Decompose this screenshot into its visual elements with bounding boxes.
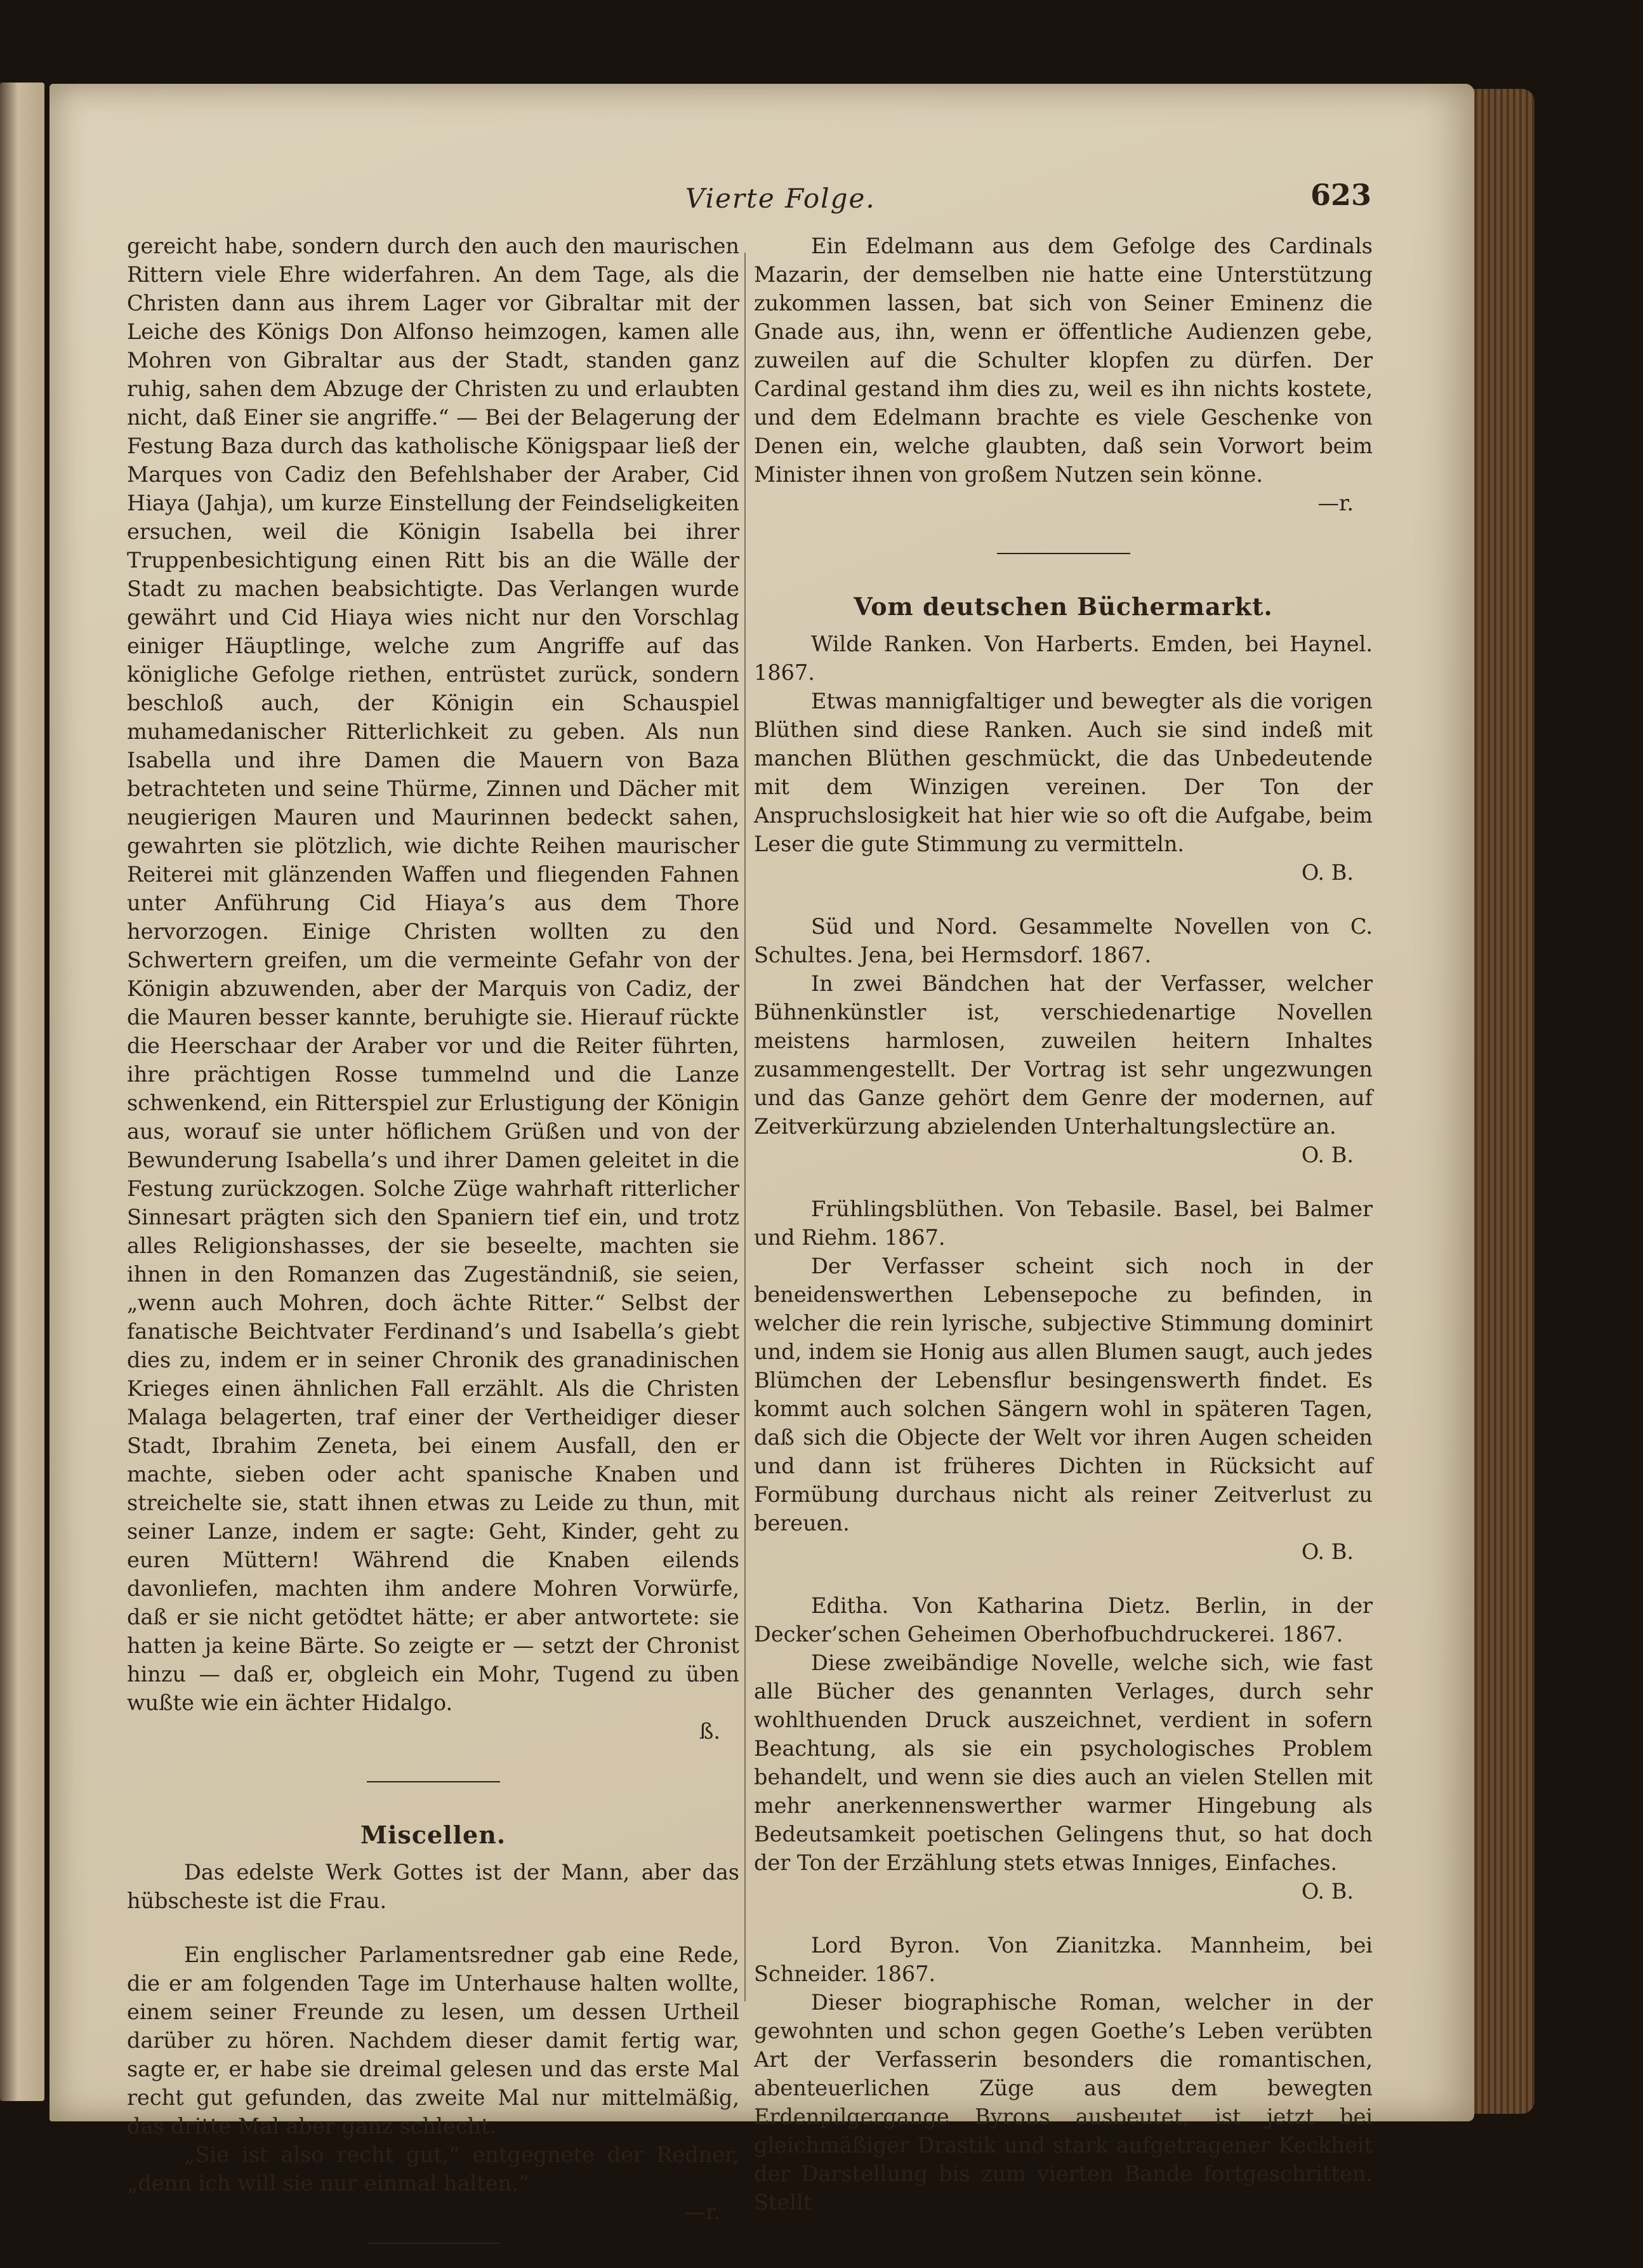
miscellen-item-3: „Sie ist also recht gut,“ entgegnete der Redner, „denn ich will sie nur einmal halten.“: [127, 2142, 739, 2196]
review-3: [754, 1195, 1373, 1566]
miscellen-item-2: Ein englischer Parlamentsredner gab eine Rede, die er am folgenden Tage im Unterhause halten wollte, einem seiner Freunde zu lesen, um dessen Urtheil darüber zu hören. Nachdem dieser damit fertig war, sagte er, er habe sie dreimal gelesen und das erste Mal recht gut gefunden, das zweite Mal nur mittelmäßig, das dritte Mal aber ganz schlecht.: [127, 1942, 739, 2139]
right-column: [754, 232, 1373, 2242]
review-3-body: Der Verfasser scheint sich noch in der beneidenswerthen Lebensepoche zu befinden, in welcher die rein lyrische, subjective Stimmung dominirt und, indem sie Honig aus allen Blumen saugt, auch jedes Blümchen der Lebensflur besingenswerth findet. Es kommt auch solchen Sängern wohl in späteren Tagen, daß sich die Objecte der Welt vor ihren Augen scheiden und dann ist früheres Dichten in Rücksicht auf Formübung durchaus nicht als reiner Zeitverlust zu bereuen.: [754, 1254, 1373, 1535]
review-1-signature: O. B.: [1301, 860, 1354, 885]
book-page-stack: [1471, 89, 1534, 2114]
review-1-heading: Wilde Ranken. Von Harberts. Emden, bei Haynel. 1867.: [754, 632, 1373, 685]
miscellen-signature: —r.: [684, 2199, 720, 2224]
review-1: [754, 630, 1373, 887]
review-2-body: In zwei Bändchen hat der Verfasser, welcher Bühnenkünstler ist, verschiedenartige Novellen meistens harmlosen, zuweilen heitern Inhaltes zusammengestellt. Der Vortrag ist sehr ungezwungen und das Ganze gehört dem Genre der modernen, auf Zeitverkürzung abzielenden Unterhaltungslectüre an.: [754, 971, 1373, 1139]
right-paragraph-1-signature: —r.: [1317, 491, 1354, 515]
left-paragraph-1: gereicht habe, sondern durch den auch den maurischen Rittern viele Ehre widerfahren. An dem Tage, als die Christen dann aus ihrem Lager vor Gibraltar mit der Leiche des Königs Don Alfonso heimzogen, kamen alle Mohren von Gibraltar aus der Stadt, standen ganz ruhig, sahen dem Abzuge der Christen zu und erlaubten nicht, daß Einer sie angriffe.“ — Bei der Belagerung der Festung Baza durch das katholische Königspaar ließ der Marques von Cadiz den Befehlshaber der Araber, Cid Hiaya (Jahja), um kurze Einstellung der Feindseligkeiten ersuchen, weil die Königin Isabella bei ihrer Truppenbesichtigung einen Ritt bis an die Wälle der Stadt zu machen beabsichtigte. Das Verlangen wurde gewährt und Cid Hiaya wies nicht nur den Vorschlag einiger Häuptlinge, welche zum Angriffe auf das königliche Gefolge riethen, entrüstet zurück, sondern beschloß auch, der Königin ein Schauspiel muhamedanischer Ritterlichkeit zu geben. Als nun Isabella und ihre Damen die Mauern von Baza betrachteten und seine Thürme, Zinnen und Dächer mit neugierigen Mauren und Maurinnen bedeckt sahen, gewahrten sie plötzlich, wie dichte Reihen maurischer Reiterei mit glänzenden Waffen und fliegenden Fahnen unter Anführung Cid Hiaya’s aus dem Thore hervorzogen. Einige Christen wollten zu den Schwertern greifen, um die vermeinte Gefahr von der Königin abzuwenden, aber der Marquis von Cadiz, der die Mauren besser kannte, beruhigte sie. Hierauf rückte die Heerschaar der Araber vor und die Reiter führten, ihre prächtigen Rosse tummelnd und die Lanze schwenkend, ein Ritterspiel zur Erlustigung der Königin aus, worauf sie unter höflichem Grüßen und von der Bewunderung Isabella’s und ihrer Damen geleitet in die Festung zurückzogen. Solche Züge wahrhaft ritterlicher Sinnesart prägten sich den Spaniern tief ein, und trotz alles Religionshasses, der sie beseelte, machten sie ihnen in den Romanzen das Zugeständniß, sie seien, „wenn auch Mohren, doch ächte Ritter.“ Selbst der fanatische Beichtvater Ferdinand’s und Isabella’s giebt dies zu, indem er in seiner Chronik des granadinischen Krieges einen ähnlichen Fall erzählt. Als die Christen Malaga belagerten, traf einer der Vertheidiger dieser Stadt, Ibrahim Zeneta, bei einem Ausfall, den er machte, sieben oder acht spanische Knaben und streichelte sie, statt ihnen etwas zu Leide zu thun, mit seiner Lanze, indem er sagte: Geht, Kinder, geht zu euren Müttern! Während die Knaben eilends davonliefen, machten ihm andere Mohren Vorwürfe, daß er sie nicht getödtet hätte; er aber antwortete: sie hatten ja keine Bärte. So zeigte er — setzt der Chronist hinzu — daß er, obgleich ein Mohr, Tugend zu üben wußte wie ein ächter Hidalgo.: [127, 234, 739, 1715]
review-2-heading: Süd und Nord. Gesammelte Novellen von C. Schultes. Jena, bei Hermsdorf. 1867.: [754, 914, 1373, 967]
review-3-signature: O. B.: [1301, 1539, 1354, 1564]
miscellen-item-1: Das edelste Werk Gottes ist der Mann, aber das hübscheste ist die Frau.: [127, 1860, 739, 1913]
review-4: [754, 1591, 1373, 1906]
review-5-body: Dieser biographische Roman, welcher in der gewohnten und schon gegen Goethe’s Leben verübten Art der Verfasserin besonders die romantischen, abenteuerlichen Züge aus dem bewegten Erdenpilgergange Byrons ausbeutet, ist jetzt bei gleichmäßiger Drastik und stark aufgetragener Keckheit der Darstellung bis zum vierten Bande fortgeschritten. Stellt: [754, 1990, 1373, 2215]
column-divider: [744, 253, 746, 2001]
review-1-body: Etwas mannigfaltiger und bewegter als die vorigen Blüthen sind diese Ranken. Auch sie sind indeß mit manchen Blüthen geschmückt, die das Unbedeutende mit dem Winzigen vereinen. Der Ton der Anspruchslosigkeit hat hier wie so oft die Aufgabe, beim Leser die gute Stimmung zu vermitteln.: [754, 689, 1373, 856]
section-separator-right: [997, 553, 1130, 554]
review-2: [754, 912, 1373, 1169]
running-head: Vierte Folge.: [685, 183, 876, 214]
review-4-body: Diese zweibändige Novelle, welche sich, wie fast alle Bücher des genannten Verlages, durch sehr wohlthuenden Druck auszeichnet, verdient in sofern Beachtung, als sie ein psychologisches Problem behandelt, und wenn sie dies auch an vielen Stellen mit mehr anerkennenswerther warmer Hingebung als Bedeutsamkeit poetischen Gelingens thut, so hat doch der Ton der Erzählung stets etwas Inniges, Einfaches.: [754, 1650, 1373, 1875]
page-number: 623: [1310, 178, 1372, 212]
review-5: [754, 1931, 1373, 2217]
book-spine-edge: [0, 83, 44, 2101]
review-4-heading: Editha. Von Katharina Dietz. Berlin, in der Decker’schen Geheimen Oberhofbuchdruckerei. 1867.: [754, 1593, 1373, 1647]
review-4-signature: O. B.: [1301, 1879, 1354, 1904]
left-column: [127, 232, 739, 2244]
section-separator: [367, 1781, 500, 1782]
review-3-heading: Frühlingsblüthen. Von Tebasile. Basel, bei Balmer und Riehm. 1867.: [754, 1197, 1373, 1250]
review-2-signature: O. B.: [1301, 1143, 1354, 1167]
section-title-buechermarkt: Vom deutschen Büchermarkt.: [854, 592, 1273, 621]
left-paragraph-1-signature: ß.: [699, 1719, 720, 1744]
end-separator: [367, 2243, 500, 2244]
right-paragraph-1: Ein Edelmann aus dem Gefolge des Cardinals Mazarin, der demselben nie hatte eine Unterstützung zukommen lassen, bat sich von Seiner Eminenz die Gnade aus, ihn, wenn er öffentliche Audienzen gebe, zuweilen auf die Schulter klopfen zu dürfen. Der Cardinal gestand ihm dies zu, weil es ihn nichts kostete, und dem Edelmann brachte es viele Geschenke von Denen ein, welche glaubten, daß sein Vorwort beim Minister ihnen von großem Nutzen sein könne.: [754, 234, 1373, 487]
miscellen-title: Miscellen.: [360, 1820, 506, 1849]
page-header: [102, 178, 1371, 216]
review-5-heading: Lord Byron. Von Zianitzka. Mannheim, bei Schneider. 1867.: [754, 1933, 1373, 1986]
